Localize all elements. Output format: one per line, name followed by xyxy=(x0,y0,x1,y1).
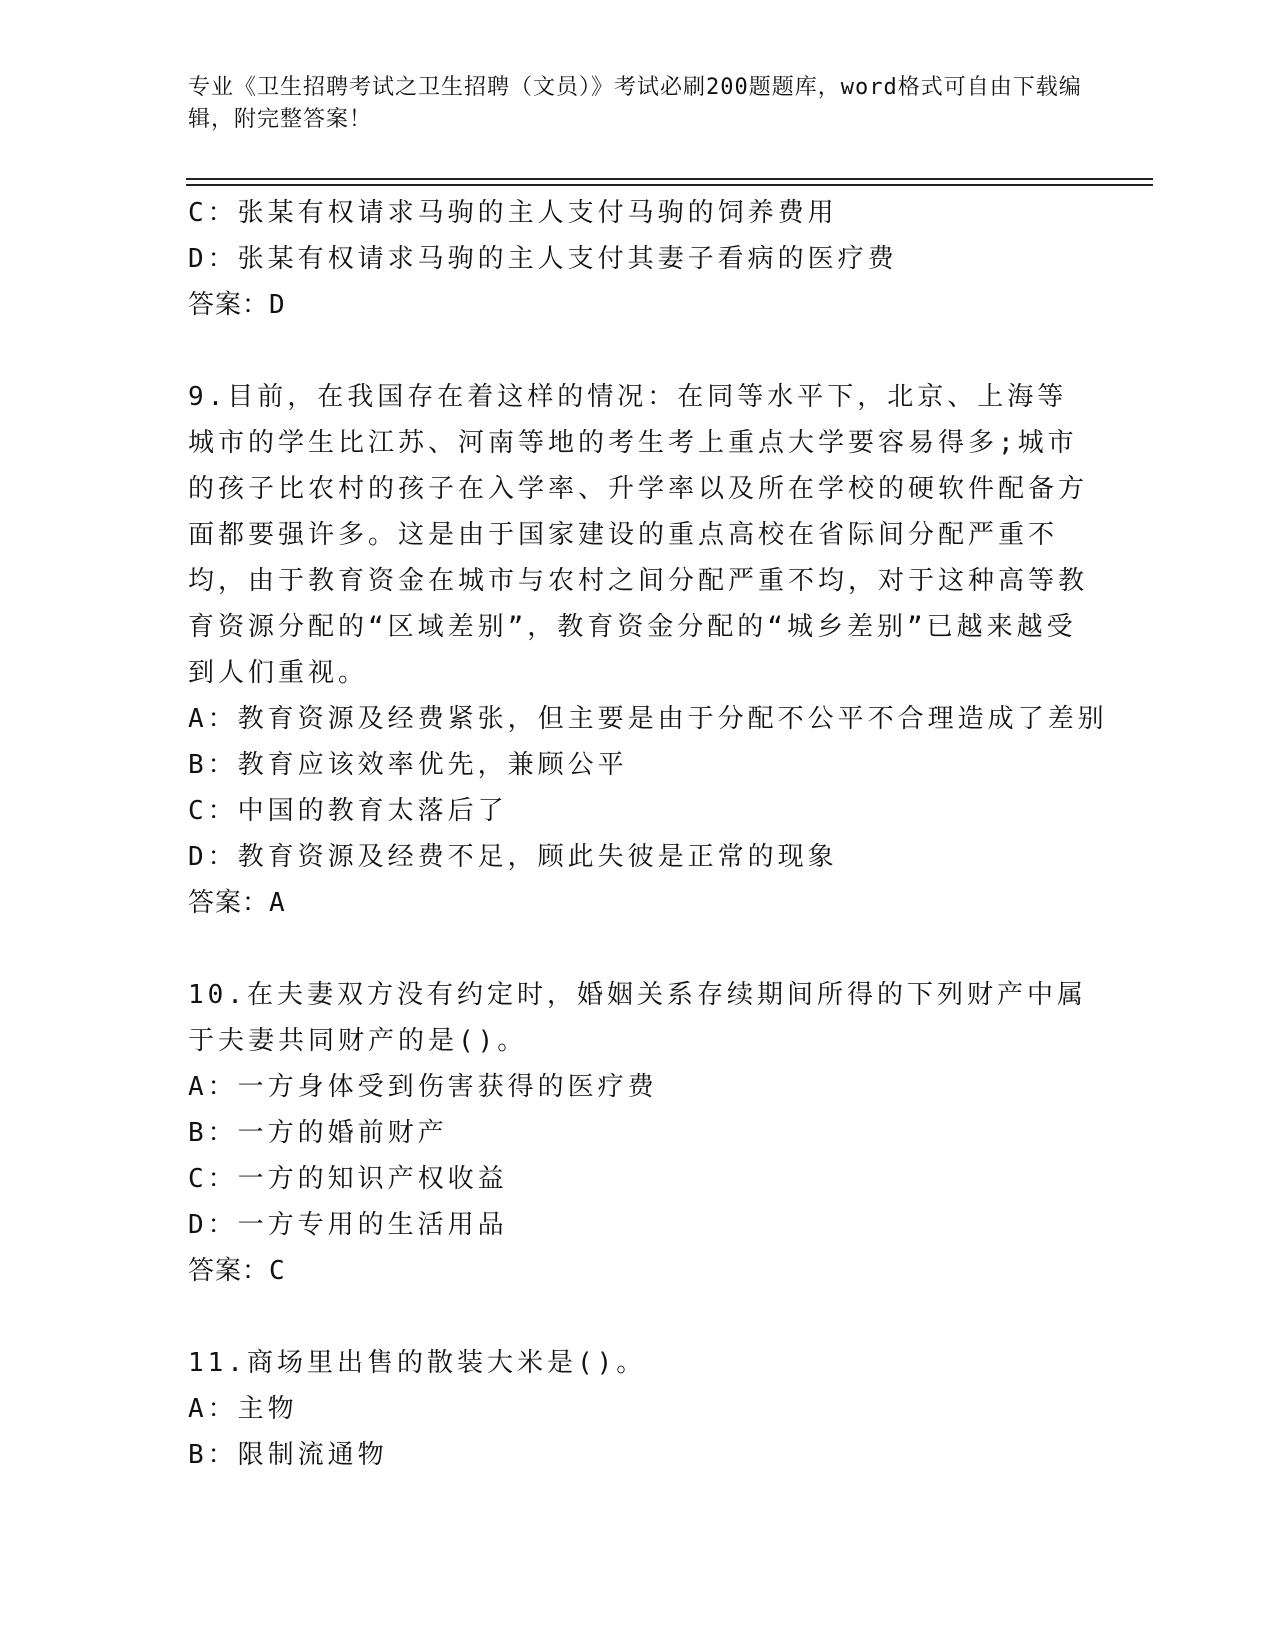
answer-line: 答案：C xyxy=(188,1256,286,1286)
document-body xyxy=(188,190,1108,1478)
header-rule-top xyxy=(186,178,1153,180)
option-c: C：中国的教育太落后了 xyxy=(188,796,508,826)
spacer xyxy=(188,926,1088,972)
option-d: D：一方专用的生活用品 xyxy=(188,1210,508,1240)
option-d: D：教育资源及经费不足，顾此失彼是正常的现象 xyxy=(188,842,838,872)
question-stem: 9.目前，在我国存在着这样的情况：在同等水平下，北京、上海等城市的学生比江苏、河南等地的考生考上重点大学要容易得多;城市的孩子比农村的孩子在入学率、升学率以及所在学校的硬软件配备方面都要强许多。这是由于国家建设的重点高校在省际间分配严重不均，由于教育资金在城市与农村之间分配严重不均，对于这种高等教育资源分配的“区域差别”，教育资金分配的“城乡差别”已越来越受到人们重视。 xyxy=(188,382,1089,688)
answer-line: 答案：D xyxy=(188,290,286,320)
question-8-tail xyxy=(188,190,1088,328)
option-b: B：限制流通物 xyxy=(188,1440,388,1470)
question-9 xyxy=(188,374,1108,926)
document-header: 专业《卫生招聘考试之卫生招聘（文员）》考试必刷200题题库，word格式可自由下载编辑，附完整答案！ xyxy=(188,75,1082,132)
option-b: B：一方的婚前财产 xyxy=(188,1118,448,1148)
question-11 xyxy=(188,1340,1088,1478)
header-rule-bottom xyxy=(186,184,1153,186)
option-a: A：教育资源及经费紧张，但主要是由于分配不公平不合理造成了差别 xyxy=(188,704,1108,734)
option-c: C：张某有权请求马驹的主人支付马驹的饲养费用 xyxy=(188,198,838,228)
option-c: C：一方的知识产权收益 xyxy=(188,1164,508,1194)
question-10 xyxy=(188,972,1088,1294)
option-a: A：一方身体受到伤害获得的医疗费 xyxy=(188,1072,658,1102)
spacer xyxy=(188,1294,1088,1340)
option-a: A：主物 xyxy=(188,1394,298,1424)
option-b: B：教育应该效率优先，兼顾公平 xyxy=(188,750,628,780)
question-stem: 10.在夫妻双方没有约定时，婚姻关系存续期间所得的下列财产中属于夫妻共同财产的是()。 xyxy=(188,980,1087,1056)
option-d: D：张某有权请求马驹的主人支付其妻子看病的医疗费 xyxy=(188,244,898,274)
question-stem: 11.商场里出售的散装大米是()。 xyxy=(188,1348,647,1378)
spacer xyxy=(188,328,1088,374)
answer-line: 答案：A xyxy=(188,888,286,918)
